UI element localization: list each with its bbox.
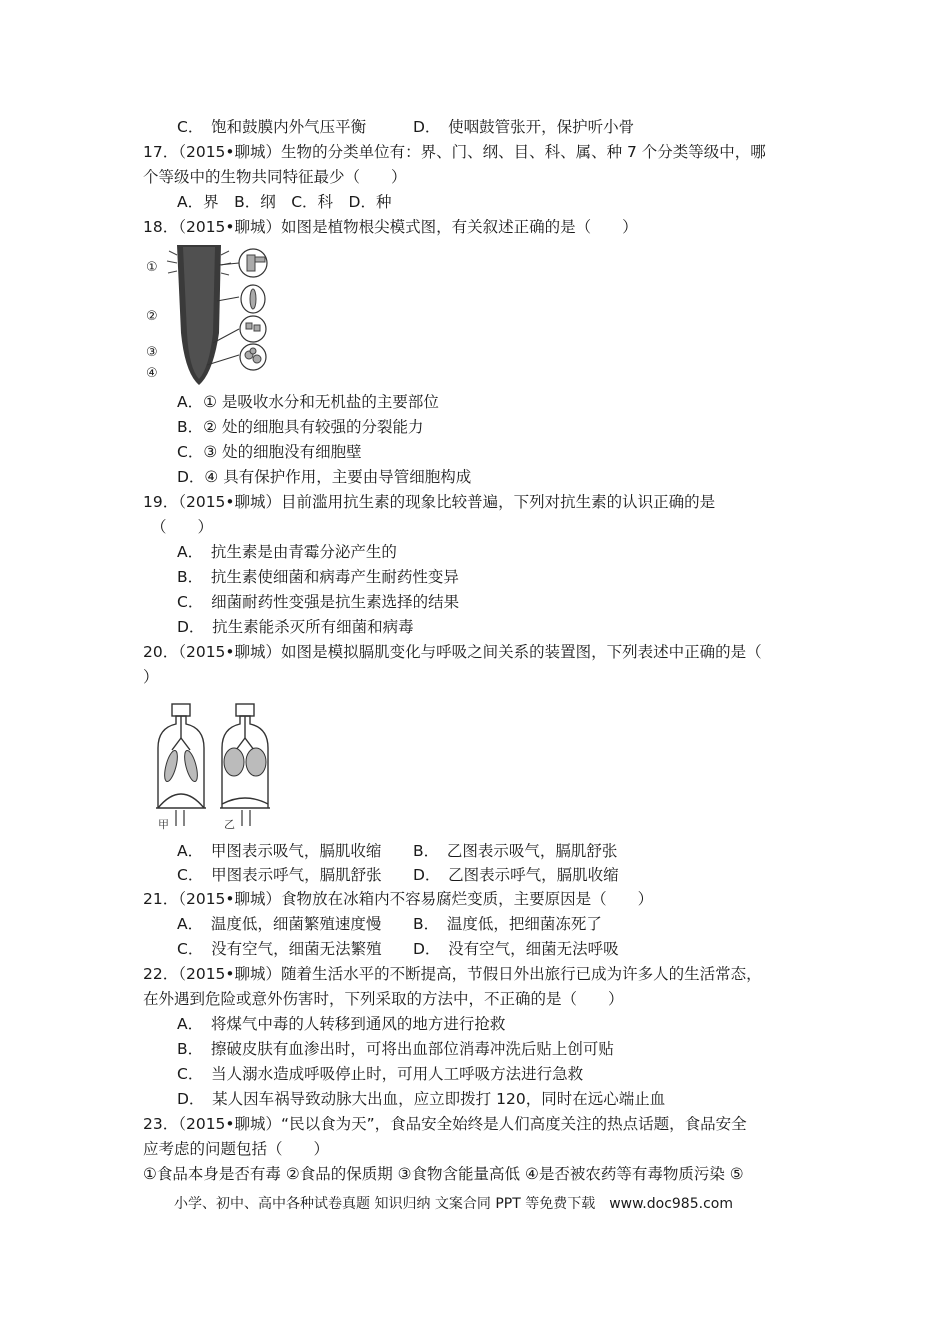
q19-option-b: B． 抗生素使细菌和病毒产生耐药性变异 xyxy=(177,568,459,586)
q18-stem: 18．（2015•聊城）如图是植物根尖模式图，有关叙述正确的是（ ） xyxy=(143,218,638,236)
q19-option-c: C． 细菌耐药性变强是抗生素选择的结果 xyxy=(177,593,460,611)
q20-option-b: B． 乙图表示吸气，膈肌舒张 xyxy=(413,842,618,860)
root-tip-figure xyxy=(143,243,283,387)
q17-options: A．界 B．纲 C．科 D．种 xyxy=(177,193,392,211)
q17-stem-line2: 个等级中的生物共同特征最少（ ） xyxy=(143,168,407,186)
q22-option-b: B． 擦破皮肤有血渗出时，可将出血部位消毒冲洗后贴上创可贴 xyxy=(177,1040,614,1058)
q20-options-row1 xyxy=(177,840,618,862)
q18-option-d: D．④ 具有保护作用，主要由导管细胞构成 xyxy=(177,468,472,486)
q22-option-d: D． 某人因车祸导致动脉大出血，应立即拨打 120，同时在远心端止血 xyxy=(177,1090,666,1108)
diaphragm-model-figure xyxy=(146,698,286,832)
label-4: ④ xyxy=(146,366,158,381)
q22-option-c: C． 当人溺水造成呼吸停止时，可用人工呼吸方法进行急救 xyxy=(177,1065,584,1083)
q19-stem-line2: （ ） xyxy=(151,518,214,536)
q21-options-row2 xyxy=(177,938,619,960)
q21-stem: 21．（2015•聊城）食物放在冰箱内不容易腐烂变质，主要原因是（ ） xyxy=(143,890,654,908)
q19-stem-line1: 19．（2015•聊城）目前滥用抗生素的现象比较普遍，下列对抗生素的认识正确的是 xyxy=(143,493,716,511)
q21-options-row1 xyxy=(177,913,602,935)
q20-option-c: C． 甲图表示呼气，膈肌舒张 xyxy=(177,866,382,884)
q23-stem-line2: 应考虑的问题包括（ ） xyxy=(143,1140,330,1158)
q16-option-c: C． 饱和鼓膜内外气压平衡 xyxy=(177,118,367,136)
q18-option-b: B．② 处的细胞具有较强的分裂能力 xyxy=(177,418,424,436)
q19-option-d: D． 抗生素能杀灭所有细菌和病毒 xyxy=(177,618,414,636)
q20-option-a: A． 甲图表示吸气，膈肌收缩 xyxy=(177,842,382,860)
q22-stem-line2: 在外遇到危险或意外伤害时，下列采取的方法中，不正确的是（ ） xyxy=(143,990,624,1008)
label-jia: 甲 xyxy=(158,818,169,831)
q17-stem-line1: 17．（2015•聊城）生物的分类单位有：界、门、纲、目、科、属、种 7 个分类等级中，哪 xyxy=(143,143,766,161)
q21-option-c: C． 没有空气，细菌无法繁殖 xyxy=(177,940,382,958)
q21-option-d: D． 没有空气，细菌无法呼吸 xyxy=(413,940,619,958)
q18-option-a: A．① 是吸收水分和无机盐的主要部位 xyxy=(177,393,439,411)
q23-stem-line1: 23．（2015•聊城）“民以食为天”，食品安全始终是人们高度关注的热点话题，食品安全 xyxy=(143,1115,747,1133)
page-footer: 小学、初中、高中各种试卷真题 知识归纳 文案合同 PPT 等免费下载 www.doc985.com xyxy=(174,1196,733,1212)
q20-stem-line1: 20．（2015•聊城）如图是模拟膈肌变化与呼吸之间关系的装置图，下列表述中正确的是（ xyxy=(143,643,762,661)
label-3: ③ xyxy=(146,345,158,360)
q19-option-a: A． 抗生素是由青霉分泌产生的 xyxy=(177,543,397,561)
q20-options-row2 xyxy=(177,864,619,886)
q20-option-d: D． 乙图表示呼气，膈肌收缩 xyxy=(413,866,619,884)
label-yi: 乙 xyxy=(224,818,235,831)
label-1: ① xyxy=(146,260,158,275)
q23-stem-line3: ①食品本身是否有毒 ②食品的保质期 ③食物含能量高低 ④是否被农药等有毒物质污染 ⑤ xyxy=(143,1165,744,1183)
label-2: ② xyxy=(146,309,158,324)
q20-stem-line2: ） xyxy=(143,668,159,686)
q18-option-c: C．③ 处的细胞没有细胞壁 xyxy=(177,443,362,461)
q16-option-d: D． 使咽鼓管张开，保护听小骨 xyxy=(413,118,635,136)
q21-option-b: B． 温度低，把细菌冻死了 xyxy=(413,915,602,933)
q22-option-a: A． 将煤气中毒的人转移到通风的地方进行抢救 xyxy=(177,1015,506,1033)
q22-stem-line1: 22．（2015•聊城）随着生活水平的不断提高，节假日外出旅行已成为许多人的生活常态， xyxy=(143,965,762,983)
q21-option-a: A． 温度低，细菌繁殖速度慢 xyxy=(177,915,382,933)
